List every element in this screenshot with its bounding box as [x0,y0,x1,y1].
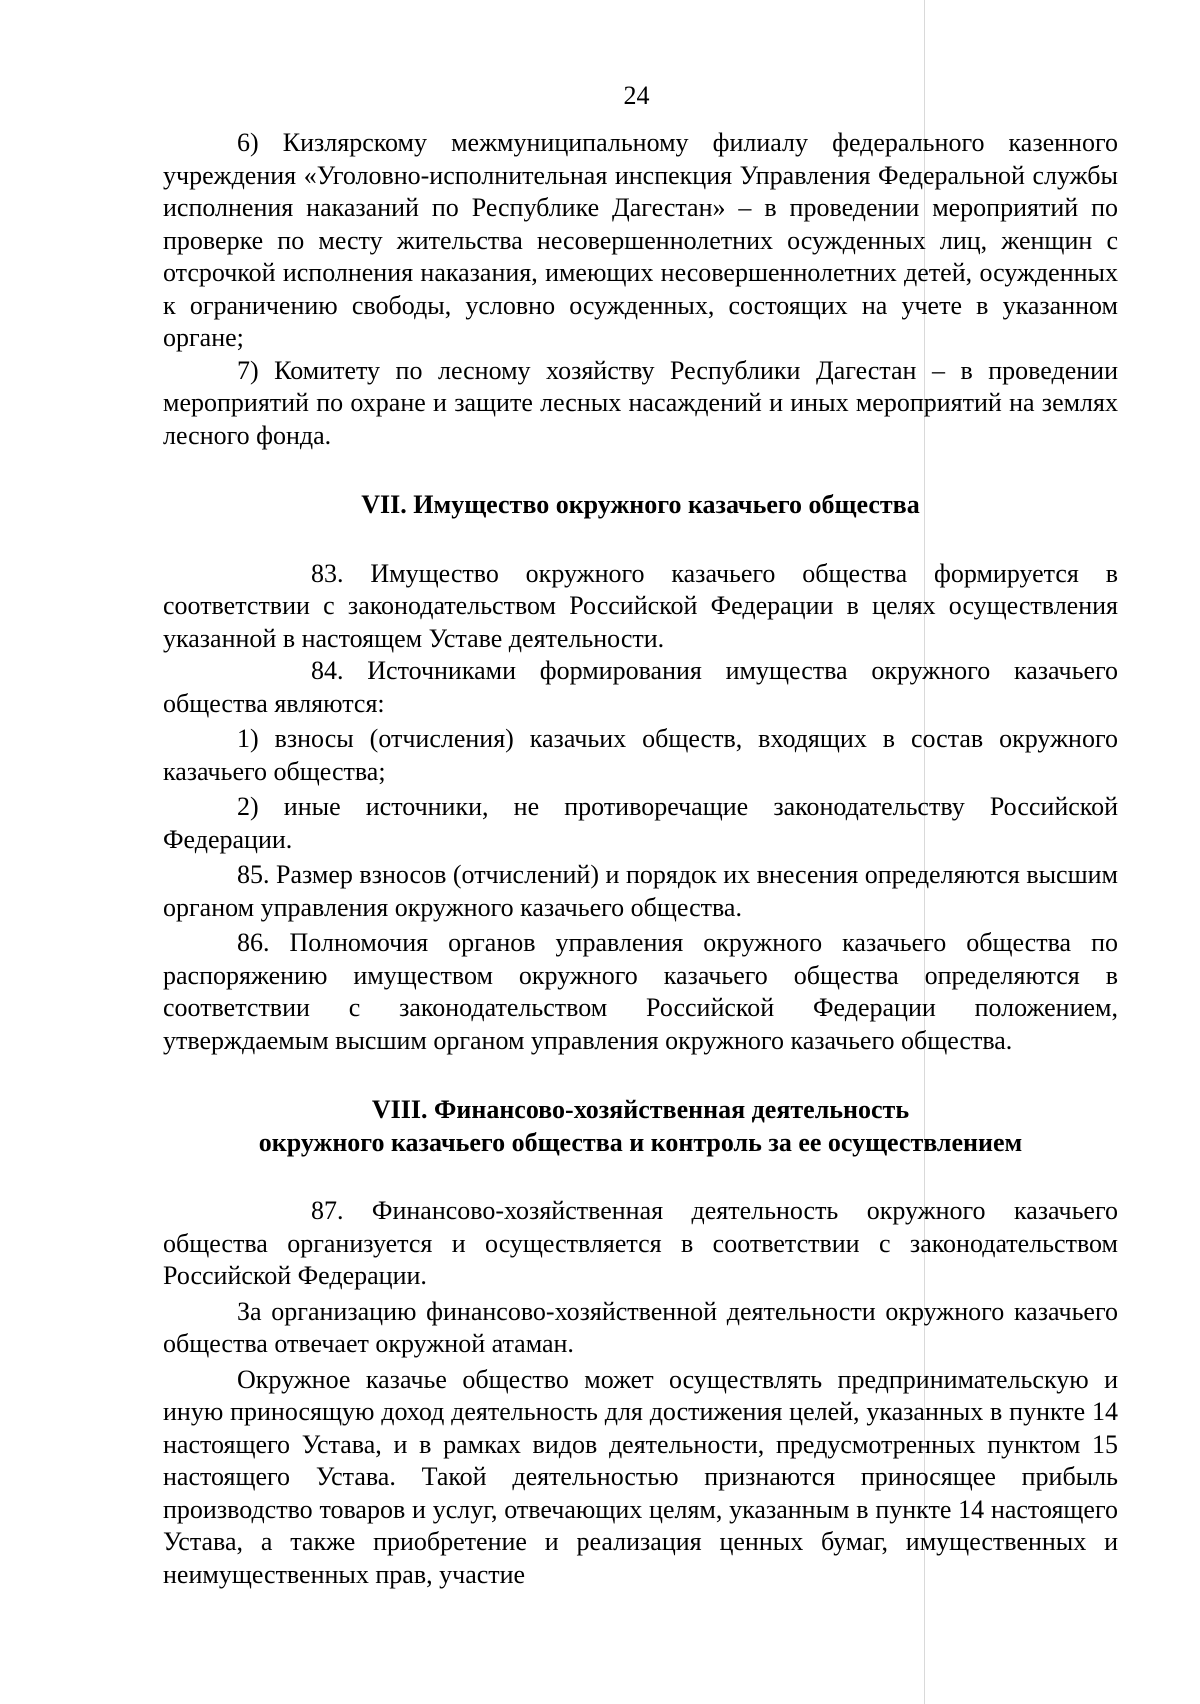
paragraph-86: 86. Полномочия органов управления окружного казачьего общества по распоряжению имуществом окружного казачьего общества определяются в соответствии с законодательством Российской Федерации положением, утверждаемым высшим органом управления окружного казачьего общества. [163,928,1118,1055]
paragraph-87-business: Окружное казачье общество может осуществлять предпринимательскую и иную приносящую доход деятельность для достижения целей, указанных в пункте 14 настоящего Устава, и в рамках видов деятельности, предусмотренных пунктом 15 настоящего Устава. Такой деятельностью признаются приносящее прибыль производство товаров и услуг, отвечающих целям, указанным в пункте 14 настоящего Устава, а также приобретение и реализация ценных бумаг, имущественных и неимущественных прав, участие [163,1364,1118,1589]
document-body [163,127,1118,1591]
paragraph-text: Финансово-хозяйственная деятельность окружного казачьего общества организуется и осуществляется в соответствии с законодательством Российской Федерации. [163,1196,1118,1290]
section-heading-viii-line2: окружного казачьего общества и контроль за ее осуществлением [258,1127,1023,1157]
paragraph-85: 85. Размер взносов (отчислений) и порядок их внесения определяются высшим органом управления окружного казачьего общества. [163,860,1118,922]
page-number: 24 [623,81,650,110]
paragraph-item-6: 6) Кизлярскому межмуниципальному филиалу федерального казенного учреждения «Уголовно-исполнительная инспекция Управления Федеральной службы исполнения наказаний по Республике Дагестан» – в проведении мероприятий по проверке по месту жительства несовершеннолетних осужденных лиц, женщин с отсрочкой исполнения наказания, имеющих несовершеннолетних детей, осужденных к ограничению свободы, условно осужденных, состоящих на учете в указанном органе; [163,128,1118,352]
paragraph-text: Имущество окружного казачьего общества формируется в соответствии с законодательством Российской Федерации в целях осуществления указанной в настоящем Уставе деятельности. [163,558,1118,653]
list-item-84-1: 1) взносы (отчисления) казачьих обществ, входящих в состав окружного казачьего общества; [163,724,1118,786]
paragraph-number: 84. [311,656,344,685]
paragraph-number: 87. [311,1196,344,1225]
section-heading-vii: VII. Имущество окружного казачьего общества [361,490,920,519]
paragraph-87 [163,1195,1118,1293]
paragraph-item-7: 7) Комитету по лесному хозяйству Республики Дагестан – в проведении мероприятий по охране и защите лесных насаждений и иных мероприятий на землях лесного фонда. [163,355,1118,450]
paragraph-83 [163,558,1118,656]
paragraph-87-responsibility: За организацию финансово-хозяйственной деятельности окружного казачьего общества отвечает окружной атаман. [163,1296,1118,1358]
list-item-84-2: 2) иные источники, не противоречащие законодательству Российской Федерации. [163,792,1118,854]
paragraph-84 [163,655,1118,720]
section-heading-viii-line1: VIII. Финансово-хозяйственная деятельность [371,1095,910,1124]
paragraph-number: 83. [311,558,344,588]
paragraph-text: Источниками формирования имущества окружного казачьего общества являются: [163,656,1119,718]
section-heading-viii [163,1094,1118,1159]
